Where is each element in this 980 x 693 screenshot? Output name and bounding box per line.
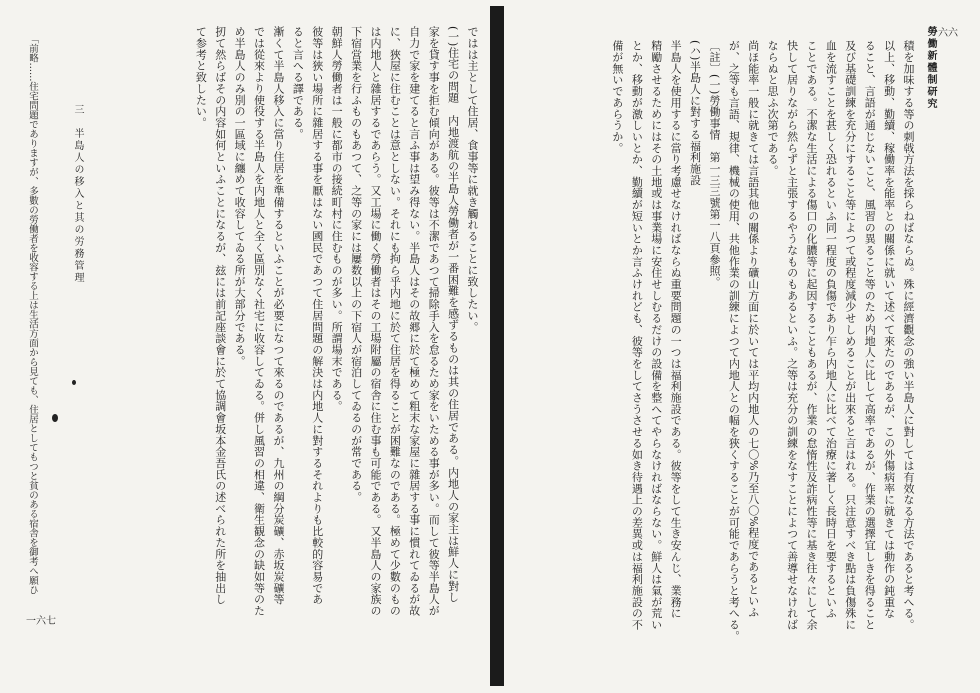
left-page-number: 一六七 bbox=[26, 616, 56, 627]
binding-gutter bbox=[490, 6, 504, 686]
body-line: ると言へる譯である。 bbox=[291, 26, 305, 140]
left-body-text bbox=[191, 26, 482, 617]
body-line: 備が無いであらうか。 bbox=[610, 40, 624, 154]
ink-speck bbox=[72, 380, 76, 385]
body-line: とか、移動が激しいとか、勤續が短いとか言ふけれども、彼等をしてさうさせる如き待遇上の差異或は福利施設の不 bbox=[630, 40, 644, 631]
body-line: 精勵させるためにはその土地或は事業場に安住せしむるだけの設備を整へてやらなければならない。鮮人は氣が荒い bbox=[649, 40, 663, 631]
right-page-number: 一六六 bbox=[928, 28, 958, 39]
body-line: 家を貸す事を拒む傾向がある。彼等は不潔であつて掃除手入を怠るため家をいためる事が多い。而して彼等半島人が bbox=[427, 26, 441, 617]
body-line: 下宿営業を行ふものもあつて、之等の家には屢数以上の下宿人が宿泊してゐるのが常である。 bbox=[349, 26, 363, 503]
left-running-head: 三 半島人の移入と其の労務管理 bbox=[72, 104, 83, 284]
body-line: 漸くて半島人移入に當り住居を準備するといふことが必要になつて來るのであるが、九州の綱分炭礦、赤坂炭礦等 bbox=[271, 26, 285, 605]
body-line: 彼等は狹い場所に雜居する事を厭はない國民であつて住居問題の解決は内地人に對するそれよりも比較的容易であ bbox=[310, 26, 324, 605]
body-line: (一)住宅の問題 内地渡航の半島人勞働者が一番困難を感ずるものは其の住居である。内地人の家主は鮮人に對し bbox=[446, 26, 460, 603]
body-line: では從來より使役する半島人を内地人と全く區別なく社宅に收容してゐる。併し風習の相違、衛生観念の缺如等のた bbox=[252, 26, 266, 617]
body-line: 半島人を使用するに當り考慮せなければならぬ重要問題の一つは福利施設である。彼等をして生き安んじ、業務に bbox=[669, 40, 683, 619]
body-line: は内地人と雜居するであらう。又工場に働く勞働者はその工場附屬の宿舎に住む事も可能である。又半島人の家族の bbox=[368, 26, 382, 617]
body-line: 扨て然らばその内容如何といふことになるが、玆には前記座談會に於て協調會坂本金吾氏の述べられた所を抽出し bbox=[213, 26, 227, 605]
body-line: 朝鮮人勞働者は一般に都市の接続町村に住むものが多い。所謂場末である。 bbox=[330, 26, 344, 412]
body-line: て参考と致したい。 bbox=[194, 26, 208, 129]
body-line: に、狹屋に住むことは意としない。それにも拘ら乎内地に於て住居を得ることが困難なのである。極めて少數のもの bbox=[388, 26, 402, 617]
body-line: 血を流すことを甚しく恐れるといふ同一程度の負傷であり乍ら内地人に比べて治療に著しく長時日を要するといふ bbox=[824, 40, 838, 619]
body-line: 快して居りながら然らずと主張するやうなものもあるといふ。之等は充分の訓練をなすことによつて善導せなければ bbox=[785, 40, 799, 631]
body-line: 積を加味する等の刺戟方法を採らねばならぬ。殊に經濟觀念の強い半島人に對しては有效なる方法であると考へる。 bbox=[902, 40, 915, 631]
right-page bbox=[504, 0, 980, 693]
body-line: ること、言語が通じないこと、風習の異ること等のため内地人に比して高率であるが、作業の選擇宜しきを得ること bbox=[863, 40, 877, 631]
body-line: 自力で家を建てると言ふ事は望み得ない。半島人はその故郷に於て極めて粗末な家屋に雜居する事に慣れてゐるが故 bbox=[407, 26, 421, 617]
body-line: 及び基礎訓練を充分にすること等によつて或程度減少せしめることが出來ると言はれる。只注意すべき點は負傷殊に bbox=[843, 40, 857, 631]
body-line: 尚ほ能率一般に就きては言語其他の關係より礦山方面に於いては平均内地人の七〇%乃至八〇%程度であるといふ bbox=[746, 40, 760, 618]
section-heading: (ハ)半島人に對する福利施設 bbox=[688, 40, 702, 186]
ink-speck bbox=[52, 414, 58, 422]
body-line: ことである。不潔な生活による傷口の化膿等に起因することもあるが、作業の怠惰性及詐病性等に基き往々にして余 bbox=[804, 40, 818, 631]
body-line: が、之等も言語、規律、機械の使用、共他作業の訓練によつて内地人との幅を狹くすることが可能であらうと考へる。 bbox=[727, 40, 741, 642]
footnote-line: 〔註〕(一)勞働事情 第一三三號第一八頁參照。 bbox=[707, 40, 721, 288]
right-running-head: 勞働新體制研究 bbox=[925, 26, 936, 110]
right-body-text bbox=[608, 40, 919, 642]
left-quoted-note: 「前略……住宅問題でありますが、多數の勞働者を收容する上は生活方面から見ても、住居としてもつと貧のある宿舎を御考へ願ひ bbox=[27, 34, 38, 595]
body-line: ならぬと思ふ次第である。 bbox=[766, 40, 780, 177]
body-line: ではは主として住居、食事等に就き觸れることに致したい。 bbox=[466, 26, 479, 333]
body-line: め半島人のみ別の一區域に纏めて收容してゐる所が大部分である。 bbox=[233, 26, 247, 367]
body-line: 以上、移動、勤續、稼働率を能率との關係に就いて述べて來たのであるが、この外傷病率に就きては動作の鈍重な bbox=[882, 40, 896, 619]
